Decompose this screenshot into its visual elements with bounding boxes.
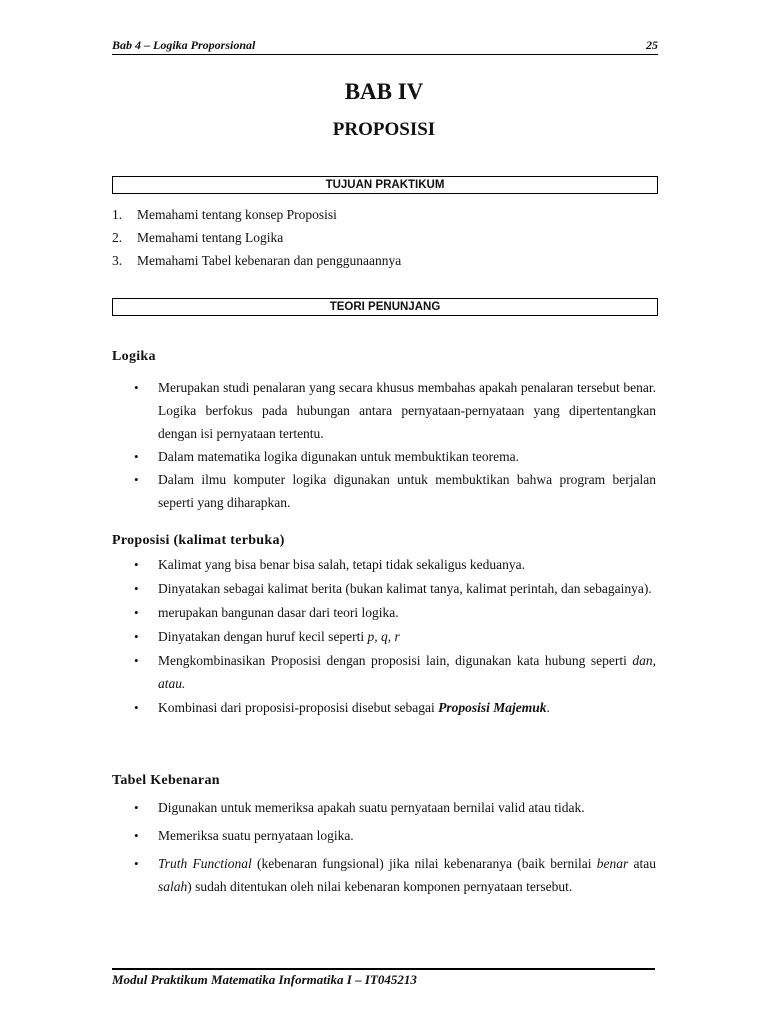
connective-words: dan, atau. — [158, 653, 656, 691]
bullet-text: (kebenaran fungsional) jika nilai kebenaranya (baik bernilai — [251, 856, 597, 871]
bullet-icon: • — [134, 828, 139, 843]
chapter-title: PROPOSISI — [332, 119, 436, 140]
bullet-text: atau — [628, 856, 656, 871]
objective-text: Memahami tentang Logika — [137, 230, 284, 245]
bullet-text: merupakan bangunan dasar dari teori logika. — [158, 605, 399, 620]
list-item — [134, 601, 656, 624]
objective-item — [112, 228, 658, 251]
term-salah: salah — [158, 879, 188, 894]
running-header — [112, 38, 658, 55]
bullet-text: Memeriksa suatu pernyataan logika. — [158, 828, 354, 843]
footer-module-label: Modul Praktikum Matematika Informatika I – IT045213 — [112, 972, 417, 987]
teori-heading-box: TEORI PENUNJANG — [112, 298, 658, 316]
bullet-icon: • — [134, 653, 139, 668]
proposisi-bullet-list — [134, 553, 656, 720]
bullet-text: Kalimat yang bisa benar bisa salah, tetapi tidak sekaligus keduanya. — [158, 557, 526, 572]
list-item — [134, 824, 656, 847]
bullet-text: Merupakan studi penalaran yang secara khusus membahas apakah penalaran tersebut benar. Logika berfokus pada hubungan antara pernyataan-pernyataan yang dipertentangkan dengan isi pernyataan tertentu. — [158, 380, 656, 441]
bullet-text: Kombinasi dari proposisi-proposisi disebut sebagai — [158, 700, 439, 715]
proposisi-heading: Proposisi (kalimat terbuka) — [112, 533, 285, 548]
list-item — [134, 445, 656, 468]
objective-text: Memahami tentang konsep Proposisi — [137, 207, 337, 222]
list-item — [134, 553, 656, 576]
objectives-list — [112, 205, 658, 274]
bullet-text: Dalam matematika logika digunakan untuk membuktikan teorema. — [158, 449, 520, 464]
bullet-text-end: . — [546, 700, 550, 715]
footer-rule — [112, 968, 655, 970]
tabel-bullet-list — [134, 796, 656, 903]
list-item — [134, 577, 656, 600]
objective-number: 1. — [112, 207, 123, 222]
logika-heading: Logika — [112, 349, 156, 364]
list-item — [134, 649, 656, 695]
objective-number: 3. — [112, 253, 123, 268]
list-item — [134, 625, 656, 648]
tabel-heading: Tabel Kebenaran — [112, 773, 220, 788]
bullet-text: Dalam ilmu komputer logika digunakan untuk membuktikan bahwa program berjalan seperti yang diharapkan. — [158, 472, 656, 510]
list-item — [134, 468, 656, 514]
bullet-icon: • — [134, 800, 139, 815]
bullet-icon: • — [134, 557, 139, 572]
header-chapter-label: Bab 4 – Logika Proporsional — [112, 38, 256, 52]
bullet-icon: • — [134, 700, 139, 715]
header-page-number: 25 — [646, 38, 658, 52]
chapter-number: BAB IV — [344, 79, 424, 104]
list-item — [134, 696, 656, 719]
term-benar: benar — [596, 856, 629, 871]
term-proposisi-majemuk: Proposisi Majemuk — [438, 700, 547, 715]
bullet-icon: • — [134, 629, 139, 644]
bullet-text: ) sudah ditentukan oleh nilai kebenaran komponen pernyataan tersebut. — [187, 879, 573, 894]
objective-item — [112, 205, 658, 228]
bullet-text: Mengkombinasikan Proposisi dengan proposisi lain, digunakan kata hubung seperti — [158, 653, 633, 668]
bullet-icon: • — [134, 856, 139, 871]
objective-number: 2. — [112, 230, 123, 245]
logika-bullet-list — [134, 376, 656, 514]
bullet-icon: • — [134, 581, 139, 596]
list-item — [134, 376, 656, 445]
tujuan-heading-box: TUJUAN PRAKTIKUM — [112, 176, 658, 194]
variable-letters: p, q, r — [367, 629, 400, 644]
list-item — [134, 796, 656, 819]
objective-text: Memahami Tabel kebenaran dan penggunaannya — [137, 253, 402, 268]
bullet-text: Dinyatakan dengan huruf kecil seperti — [158, 629, 368, 644]
list-item — [134, 852, 656, 898]
bullet-icon: • — [134, 605, 139, 620]
bullet-text: Dinyatakan sebagai kalimat berita (bukan kalimat tanya, kalimat perintah, dan sebagainya). — [158, 581, 652, 596]
bullet-icon: • — [134, 472, 139, 487]
objective-item — [112, 251, 658, 274]
bullet-icon: • — [134, 449, 139, 464]
bullet-icon: • — [134, 380, 139, 395]
term-truth-functional: Truth Functional — [158, 856, 252, 871]
bullet-text: Digunakan untuk memeriksa apakah suatu pernyataan bernilai valid atau tidak. — [158, 800, 585, 815]
